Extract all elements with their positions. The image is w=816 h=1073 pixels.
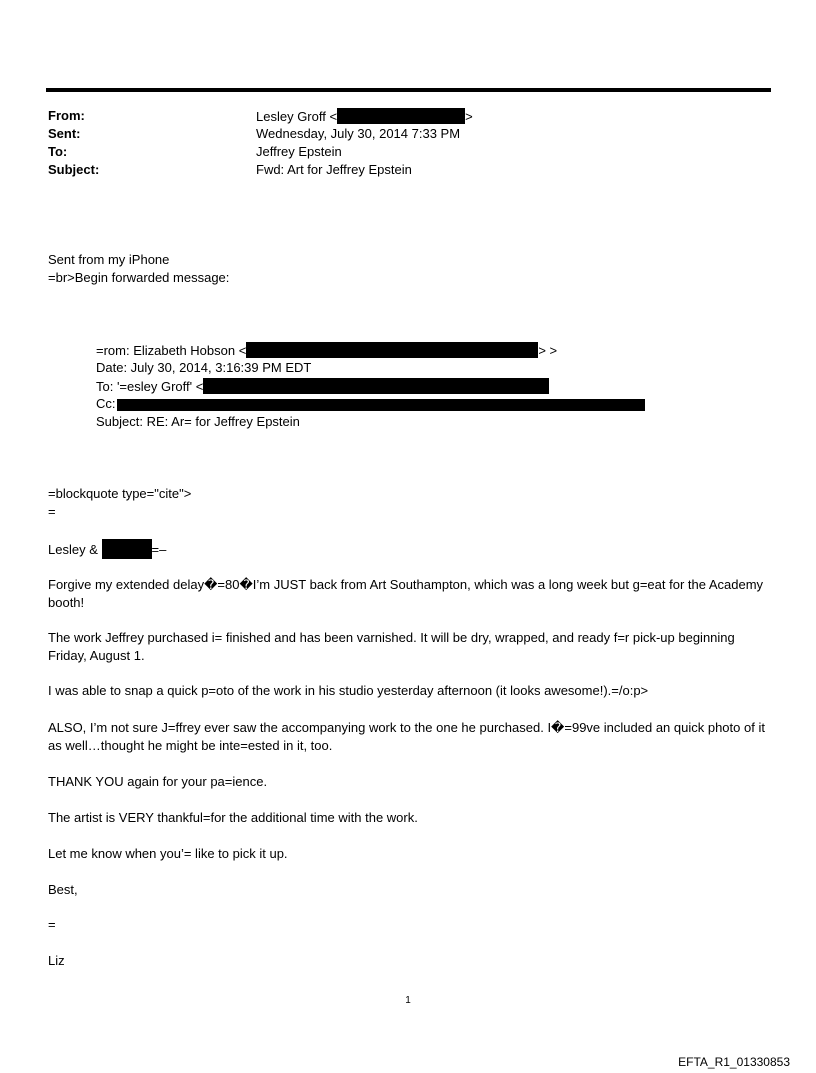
paragraph-5: THANK YOU again for your pa=ience. [48,774,268,789]
redaction-box [203,378,549,394]
intro-line-1: Sent from my iPhone [48,252,170,267]
paragraph-6: The artist is VERY thankful=for the additional time with the work. [48,810,418,825]
from-name: Lesley Groff < [256,109,338,124]
sent-value: Wednesday, July 30, 2014 7:33 PM [256,126,461,141]
fwd-date-line: Date: July 30, 2014, 3:16:39 PM EDT [96,360,312,375]
from-label: From: [48,108,85,123]
subject-label: Subject: [48,162,100,177]
redaction-box [102,539,152,559]
blockquote-line: =blockquote type="cite"> [48,486,192,501]
redaction-box [337,108,465,124]
from-end: > [465,109,473,124]
subject-value: Fwd: Art for Jeffrey Epstein [256,162,412,177]
redaction-box [117,399,645,411]
signature: Liz [48,953,65,968]
fwd-from-tail: > > [538,343,558,358]
fwd-from-line [96,342,557,358]
fwd-subject-line: Subject: RE: Ar= for Jeffrey Epstein [96,414,300,429]
paragraph-3: I was able to snap a quick p=oto of the work in his studio yesterday afternoon (it looks awesome!).=/o:p> [48,683,649,698]
greeting-line [48,539,166,559]
paragraph-1: Forgive my extended delay�=80�I’m JUST back from Art Southampton, which was a long week but g=eat for the Academy booth! [48,577,764,610]
page-number: 1 [405,995,411,1006]
document-id: EFTA_R1_01330853 [678,1055,790,1069]
greeting-end: =– [151,542,167,557]
eq-line-2: = [48,917,56,932]
paragraph-4: ALSO, I’m not sure J=ffrey ever saw the accompanying work to the one he purchased. I�=99ve included an quick photo of it as well…thought he might be inte=ested in it, too. [48,720,765,753]
sent-label: Sent: [48,126,81,141]
redaction-box [246,342,538,358]
header-rule [46,88,771,92]
to-label: To: [48,144,68,159]
from-value [256,108,473,124]
fwd-to-line [96,378,549,394]
fwd-from-text: =rom: Elizabeth Hobson < [96,343,247,358]
fwd-cc-line: Cc: [96,396,116,411]
intro-line-2: =br>Begin forwarded message: [48,270,230,285]
paragraph-2: The work Jeffrey purchased i= finished and has been varnished. It will be dry, wrapped, and ready f=r pick-up beginning Friday, August 1. [48,630,735,663]
to-value: Jeffrey Epstein [256,144,342,159]
eq-line-1: = [48,504,56,519]
paragraph-7: Let me know when you’= like to pick it up. [48,846,288,861]
greeting-text: Lesley & [48,542,98,557]
paragraph-8: Best, [48,882,78,897]
fwd-to-text: To: '=esley Groff' < [96,379,204,394]
